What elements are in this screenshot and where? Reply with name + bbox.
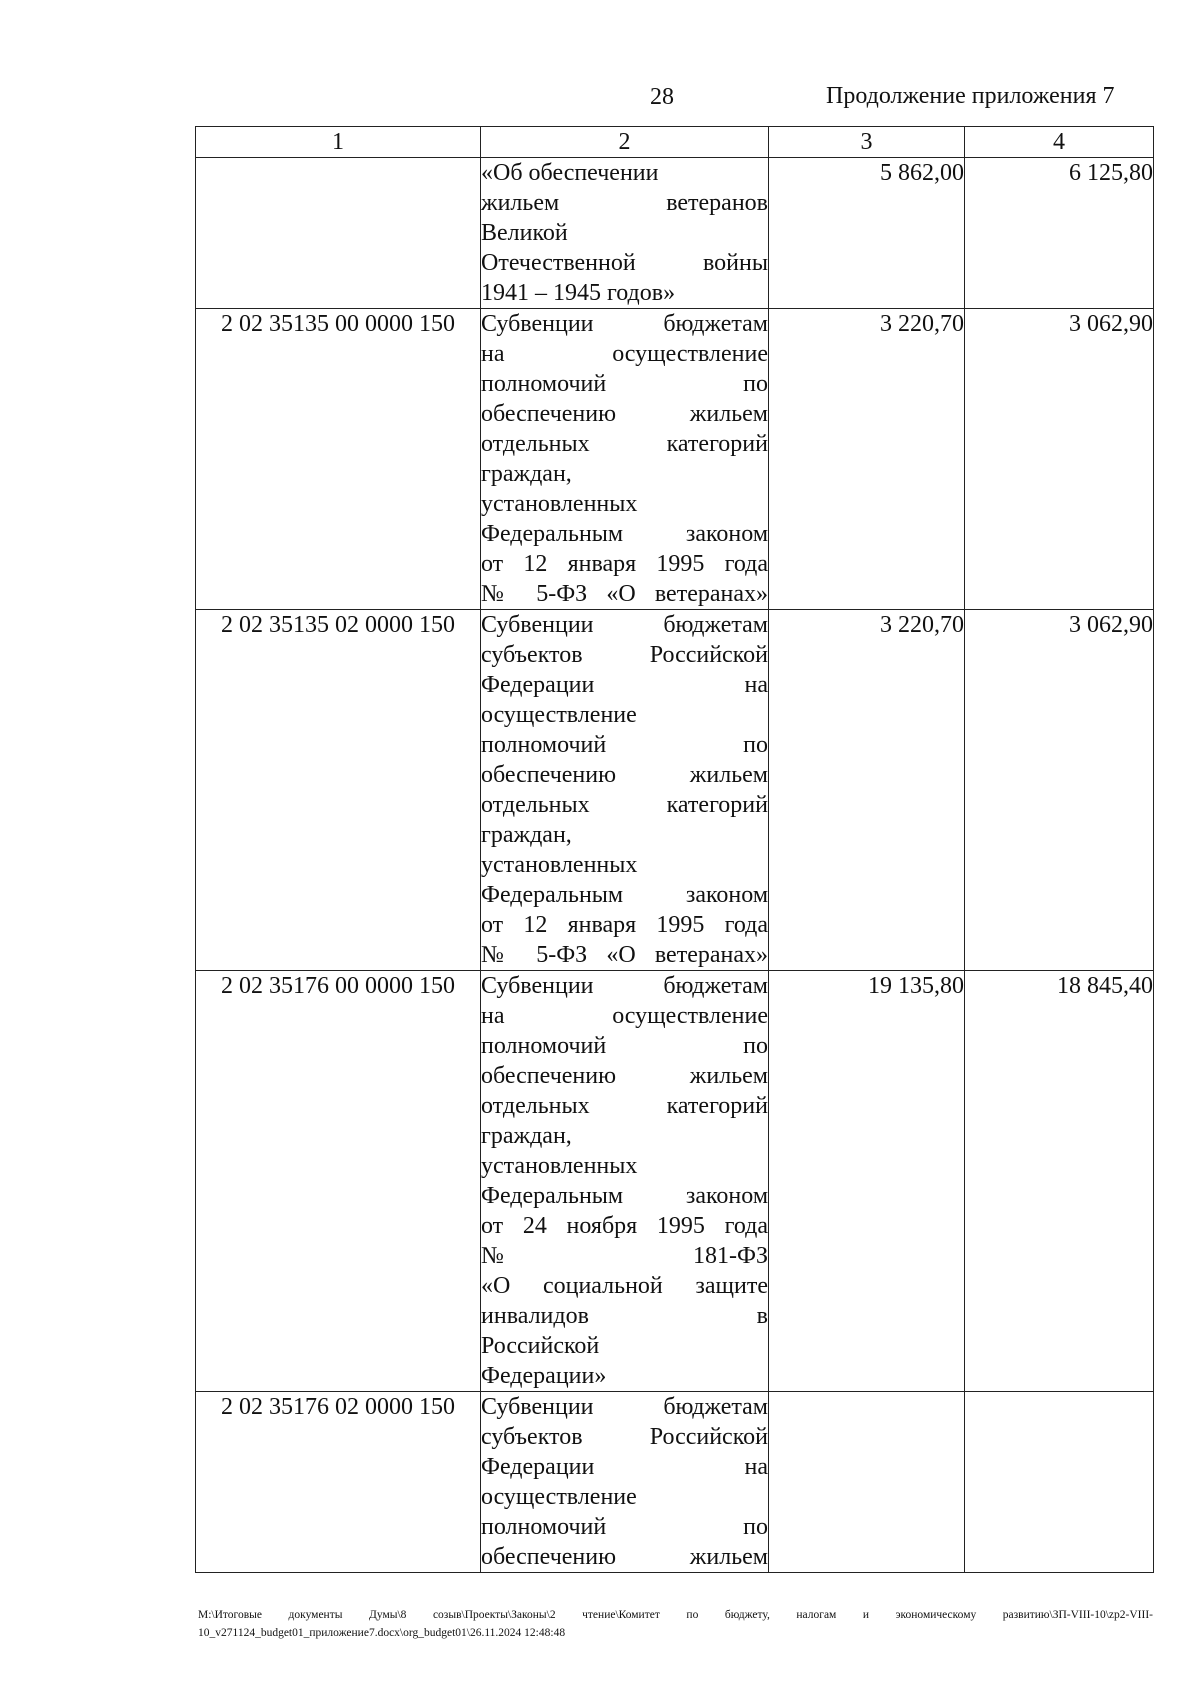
description-line: обеспечению жильем	[481, 762, 768, 788]
description-line: Федерации на	[481, 672, 768, 698]
description-line: обеспечению жильем	[481, 1544, 768, 1570]
description-line: Субвенции бюджетам	[481, 311, 768, 337]
amount-column-4	[965, 1392, 1154, 1573]
description-line: обеспечению жильем	[481, 401, 768, 427]
budget-code	[196, 158, 481, 309]
table-header-row	[196, 127, 1154, 158]
description-line: установленных	[481, 1153, 638, 1179]
description-line: Субвенции бюджетам	[481, 973, 768, 999]
budget-code: 2 02 35135 00 0000 150	[196, 309, 481, 610]
description-cell	[481, 158, 769, 309]
description-line: Российской	[481, 1333, 600, 1359]
amount-column-3: 19 135,80	[769, 971, 965, 1392]
description-line: обеспечению жильем	[481, 1063, 768, 1089]
description-line: на осуществление	[481, 1003, 768, 1029]
table-row	[196, 309, 1154, 610]
description-line: граждан,	[481, 461, 572, 487]
table-row	[196, 1392, 1154, 1573]
column-header: 1	[196, 127, 481, 158]
description-line: на осуществление	[481, 341, 768, 367]
table-row	[196, 971, 1154, 1392]
description-cell	[481, 971, 769, 1392]
description-line: Федеральным законом	[481, 1183, 768, 1209]
description-line: № 5-ФЗ «О ветеранах»	[481, 942, 768, 968]
amount-column-3: 5 862,00	[769, 158, 965, 309]
page-number: 28	[650, 84, 674, 110]
budget-code: 2 02 35176 00 0000 150	[196, 971, 481, 1392]
description-line: граждан,	[481, 1123, 572, 1149]
column-header: 3	[769, 127, 965, 158]
column-header: 2	[481, 127, 769, 158]
description-line: от 24 ноября 1995 года	[481, 1213, 768, 1239]
description-line: инвалидов в	[481, 1303, 768, 1329]
description-line: «О социальной защите	[481, 1273, 768, 1299]
file-path-footer: M:\Итоговые документы Думы\8 созыв\Проекты\Законы\2 чтение\Комитет по бюджету, налогам и экономическому развитию\ЗП-VIII-10\zp2-VIII-10_v271124_budget01_приложение7.docx\org_budget01\26.11.2024 12:48:48	[198, 1609, 1153, 1639]
amount-column-4: 3 062,90	[965, 309, 1154, 610]
amount-column-3: 3 220,70	[769, 309, 965, 610]
description-line: от 12 января 1995 года	[481, 912, 768, 938]
description-line: полномочий по	[481, 732, 768, 758]
description-line: Федеральным законом	[481, 521, 768, 547]
description-line: субъектов Российской	[481, 1424, 768, 1450]
description-line: осуществление	[481, 702, 637, 728]
description-line: № 181-ФЗ	[481, 1243, 768, 1269]
description-line: полномочий по	[481, 1033, 768, 1059]
description-line: Федерации на	[481, 1454, 768, 1480]
amount-column-4: 3 062,90	[965, 610, 1154, 971]
description-line: «Об обеспечении	[481, 160, 659, 186]
description-line: субъектов Российской	[481, 642, 768, 668]
description-line: установленных	[481, 852, 638, 878]
description-line: Субвенции бюджетам	[481, 612, 768, 638]
appendix-continuation-title: Продолжение приложения 7	[826, 83, 1115, 109]
description-line: Федеральным законом	[481, 882, 768, 908]
description-line: полномочий по	[481, 371, 768, 397]
description-cell	[481, 610, 769, 971]
amount-column-3	[769, 1392, 965, 1573]
budget-table	[195, 126, 1154, 1573]
description-line: Отечественной войны	[481, 250, 768, 276]
description-cell	[481, 309, 769, 610]
description-line: № 5-ФЗ «О ветеранах»	[481, 581, 768, 607]
table-row	[196, 610, 1154, 971]
amount-column-4: 6 125,80	[965, 158, 1154, 309]
description-line: Великой	[481, 220, 568, 246]
description-line: осуществление	[481, 1484, 637, 1510]
description-line: граждан,	[481, 822, 572, 848]
description-line: отдельных категорий	[481, 792, 768, 818]
amount-column-3: 3 220,70	[769, 610, 965, 971]
description-line: установленных	[481, 491, 638, 517]
description-cell	[481, 1392, 769, 1573]
column-header: 4	[965, 127, 1154, 158]
description-line: Федерации»	[481, 1363, 607, 1389]
description-line: отдельных категорий	[481, 431, 768, 457]
description-line: Субвенции бюджетам	[481, 1394, 768, 1420]
description-line: полномочий по	[481, 1514, 768, 1540]
amount-column-4: 18 845,40	[965, 971, 1154, 1392]
budget-code: 2 02 35176 02 0000 150	[196, 1392, 481, 1573]
budget-code: 2 02 35135 02 0000 150	[196, 610, 481, 971]
description-line: отдельных категорий	[481, 1093, 768, 1119]
table-row	[196, 158, 1154, 309]
description-line: жильем ветеранов	[481, 190, 768, 216]
description-line: 1941 – 1945 годов»	[481, 280, 676, 306]
description-line: от 12 января 1995 года	[481, 551, 768, 577]
